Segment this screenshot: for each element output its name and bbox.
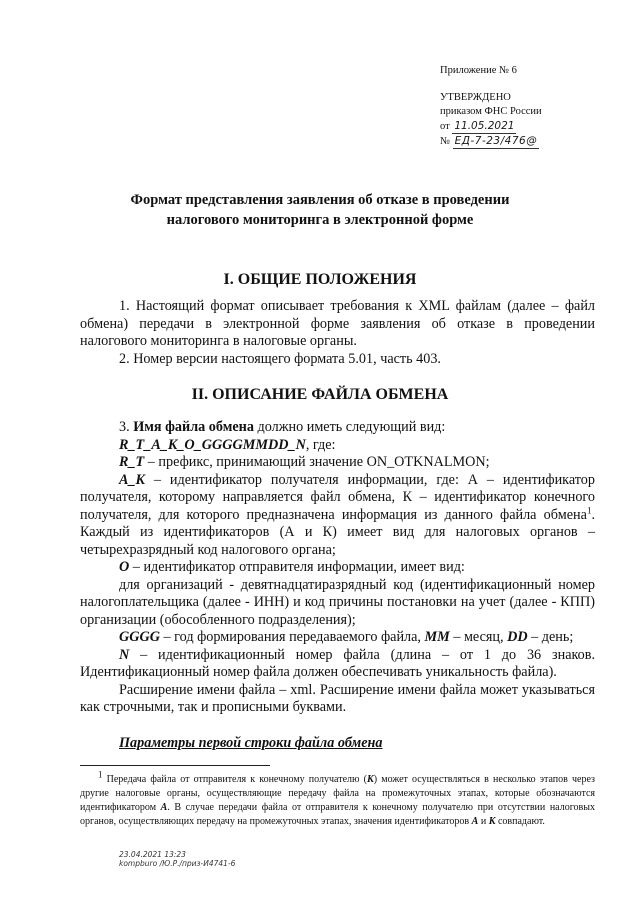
footnote-text — [80, 769, 596, 829]
footnote-a1: А — [160, 802, 168, 813]
filename-pattern: R_T_A_K_O_GGGGMMDD_N — [119, 436, 306, 453]
footnote-t2: ) может осуществляться в несколько этапов через другие налоговые органы, осуществляющие передачу файла на промежуточных этапах, которые обозначаются идентификатором — [80, 774, 596, 813]
mm-code: MM — [424, 629, 450, 645]
filename-pattern-line — [80, 437, 595, 455]
footnote-ref[interactable]: 1 — [586, 504, 592, 515]
paragraph-3 — [80, 419, 595, 437]
order-date-line — [440, 119, 620, 134]
footnote-k2: К — [488, 816, 496, 827]
dd-text: – день; — [527, 629, 574, 645]
order-number-line — [440, 134, 620, 149]
p3-number: 3. — [119, 419, 134, 435]
approval-block — [440, 64, 620, 149]
n-text: – идентификационный номер файла (длина – от 1 до 36 знаков. Идентификационный номер файла должен обеспечивать уникальность файла). — [80, 646, 595, 680]
filename-pattern-suffix: , где: — [305, 436, 336, 453]
n-code: N — [119, 646, 130, 663]
section-1-heading: I. ОБЩИЕ ПОЛОЖЕНИЯ — [223, 271, 417, 288]
ak-definition — [80, 472, 595, 560]
appendix-label: Приложение № 6 — [440, 65, 517, 76]
dd-code: DD — [507, 629, 528, 645]
section-1-body — [80, 298, 595, 368]
rt-definition — [80, 454, 595, 472]
footnote-t3: . В случае передачи файла от отправителя к конечному получателю при отсутствии налоговых органов, осуществляющих передачу на промежуточных этапах, значения идентификаторов — [80, 802, 595, 827]
footnote-a2: А — [471, 816, 479, 827]
section-2-body — [80, 419, 595, 717]
mm-text: – месяц, — [449, 629, 508, 645]
print-path: kompburo /Ю.Р./приз-И4741-6 — [119, 859, 236, 868]
rt-text: – префикс, принимающий значение ON_OTKNALMON; — [144, 454, 490, 470]
footnote — [80, 769, 596, 829]
document-title — [100, 190, 540, 230]
o-code: O — [119, 559, 130, 575]
gggg-text: – год формирования передаваемого файла, — [159, 629, 425, 645]
ak-text-2: . Каждый из идентификаторов (А и К) имеет вид для налоговых органов – четырехразрядный код налогового органа; — [80, 506, 595, 558]
print-metadata — [119, 850, 235, 868]
number-prefix: № — [440, 136, 451, 147]
footnote-divider — [80, 765, 270, 766]
order-label: приказом ФНС России — [440, 106, 542, 117]
params-heading: Параметры первой строки файла обмена — [119, 735, 383, 751]
handwritten-date: 11.05.2021 — [454, 120, 515, 132]
date-definition — [80, 629, 595, 647]
handwritten-number: ЕД-7-23/476@ — [454, 135, 538, 147]
footnote-t1: Передача файла от отправителя к конечному получателю ( — [102, 774, 367, 785]
o-text: – идентификатор отправителя информации, имеет вид: — [129, 559, 465, 575]
p3-term: Имя файла обмена — [133, 419, 254, 435]
footnote-t5: совпадают. — [495, 816, 545, 827]
gggg-code: GGGG — [119, 629, 160, 645]
org-definition: для организаций - девятнадцатиразрядный код (идентификационный номер налогоплательщика (далее - ИНН) и код причины постановки на учет (далее - КПП) организации (обособленного подразделения); — [80, 576, 595, 628]
title-line-2: налогового мониторинга в электронной форме — [166, 212, 474, 228]
n-definition — [80, 647, 595, 682]
paragraph-2: 2. Номер версии настоящего формата 5.01, часть 403. — [119, 350, 441, 367]
ak-code: A_K — [119, 471, 146, 488]
paragraph-1: 1. Настоящий формат описывает требования к XML файлам (далее – файл обмена) передачи в электронной форме заявления об отказе в проведении налогового мониторинга в налоговые органы. — [80, 298, 595, 349]
footnote-t4: и — [478, 816, 489, 827]
footnote-mark: 1 — [98, 769, 103, 780]
footnote-k1: К — [366, 774, 374, 785]
ak-text: – идентификатор получателя информации, где: А – идентификатор получателя, которому направляется файл обмена, К – идентификатор конечного получателя, для которого предназначена информация из данного файла обмена — [80, 471, 595, 523]
title-line-1: Формат представления заявления об отказе в проведении — [130, 192, 510, 208]
extension-paragraph: Расширение имени файла – xml. Расширение имени файла может указываться как строчными, так и прописными буквами. — [80, 681, 595, 715]
date-prefix: от — [440, 121, 450, 132]
print-timestamp: 23.04.2021 13:23 — [119, 850, 186, 859]
rt-code: R_T — [119, 454, 145, 470]
section-2-heading: II. ОПИСАНИЕ ФАЙЛА ОБМЕНА — [191, 386, 449, 403]
approved-label: УТВЕРЖДЕНО — [440, 92, 511, 103]
o-definition — [80, 559, 595, 577]
p3-rest: должно иметь следующий вид: — [253, 419, 446, 435]
